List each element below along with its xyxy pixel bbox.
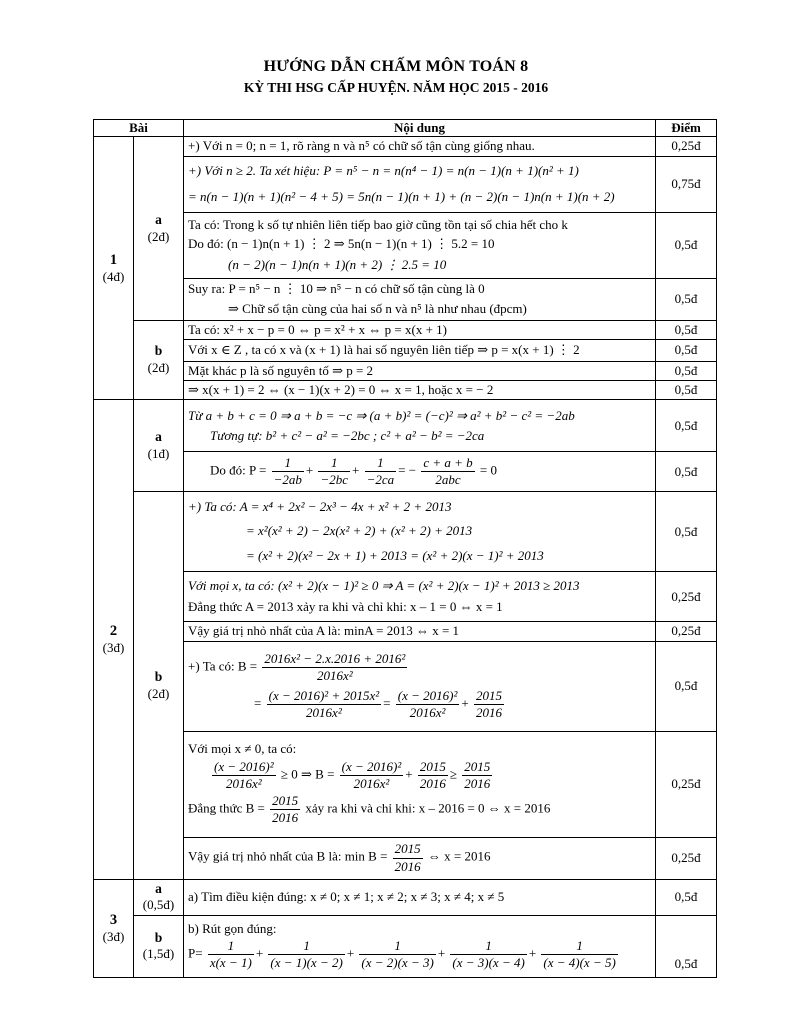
fraction bbox=[262, 651, 407, 685]
numerator: c + a + b bbox=[421, 455, 474, 472]
fraction bbox=[462, 759, 492, 793]
points-value: 0,25đ bbox=[656, 837, 717, 879]
table-row bbox=[94, 837, 717, 879]
answer-math: = x²(x² + 2) − 2x(x² + 2) + (x² + 2) + 2013 bbox=[246, 522, 473, 538]
answer-math: Do đó: P = $\frac{1}{-2ab}$ + $\frac{1}{-2bc}$ + $\frac{1}{-2ca}$ = − $\frac{c + a + b}{\text{2abc}}$ = 0 bbox=[210, 455, 498, 488]
answer-text: Ta có: x² + x − p = 0 ⇔ p = x² + x ⇔ p = x(x + 1) bbox=[188, 321, 447, 337]
answer-content bbox=[184, 278, 656, 320]
part-label: a bbox=[155, 211, 162, 227]
table-row bbox=[94, 915, 717, 977]
denominator: 2016 bbox=[272, 810, 299, 826]
denominator: (x − 2)(x − 3) bbox=[361, 955, 434, 971]
answer-content bbox=[184, 400, 656, 452]
numerator: 1 bbox=[272, 455, 304, 472]
table-row bbox=[94, 731, 717, 837]
numerator: 1 bbox=[541, 938, 617, 955]
denominator: 2abc bbox=[435, 472, 461, 488]
table-row bbox=[94, 212, 717, 278]
answer-text: Vậy giá trị nhỏ nhất của A là: minA = 2013 ⇔ x = 1 bbox=[188, 623, 460, 639]
answer-text: +) Với n = 0; n = 1, rõ ràng n và n⁵ có chữ số tận cùng giống nhau. bbox=[188, 138, 535, 154]
points-value: 0,5đ bbox=[656, 492, 717, 572]
answer-content bbox=[184, 156, 656, 212]
denominator: 2016 bbox=[394, 858, 421, 874]
fraction bbox=[318, 455, 350, 489]
col-header-content: Nội dung bbox=[184, 120, 656, 137]
answer-content bbox=[184, 837, 656, 879]
grading-table bbox=[93, 119, 717, 978]
formula-suffix: = 0 bbox=[479, 462, 498, 478]
answer-content bbox=[184, 212, 656, 278]
answer-text: ⇒ x(x + 1) = 2 ⇔ (x − 1)(x + 2) = 0 ⇔ x = 1, hoặc x = − 2 bbox=[188, 382, 494, 397]
answer-text: Với mọi x ≠ 0, ta có: bbox=[188, 741, 297, 757]
numerator: 1 bbox=[318, 455, 350, 472]
points-value: 0,75đ bbox=[656, 156, 717, 212]
answer-text: Suy ra: P = n⁵ − n ⋮ 10 ⇒ n⁵ − n có chữ số tận cùng là 0 bbox=[188, 281, 485, 297]
numerator: (x − 2016)² bbox=[396, 688, 460, 705]
numerator: 2015 bbox=[418, 759, 448, 776]
fraction bbox=[272, 455, 304, 489]
points-value: 0,25đ bbox=[656, 731, 717, 837]
formula-prefix: Do đó: P = bbox=[210, 462, 267, 478]
denominator: 2016 bbox=[464, 775, 491, 791]
fraction bbox=[421, 455, 474, 489]
formula-prefix: Đẳng thức B = bbox=[188, 800, 265, 816]
points-value: 0,5đ bbox=[656, 320, 717, 339]
answer-text: a) Tìm điều kiện đúng: x ≠ 0; x ≠ 1; x ≠ 2; x ≠ 3; x ≠ 4; x ≠ 5 bbox=[188, 888, 505, 904]
denominator: (x − 1)(x − 2) bbox=[270, 955, 343, 971]
denominator: (x − 3)(x − 4) bbox=[452, 955, 525, 971]
points-value: 0,5đ bbox=[656, 915, 717, 977]
answer-math: Với mọi x, ta có: (x² + 2)(x − 1)² ≥ 0 ⇒ A = (x² + 2)(x − 1)² + 2013 ≥ 2013 bbox=[188, 578, 580, 593]
table-row bbox=[94, 137, 717, 156]
answer-content bbox=[184, 137, 656, 156]
part-score: (1,5đ) bbox=[142, 946, 175, 962]
table-row bbox=[94, 641, 717, 731]
table-row bbox=[94, 492, 717, 572]
points-value: 0,5đ bbox=[656, 212, 717, 278]
denominator: −2bc bbox=[320, 472, 349, 488]
numerator: 1 bbox=[365, 455, 397, 472]
part-3a-cell bbox=[134, 879, 184, 915]
numerator: (x − 2016)² + 2015x² bbox=[267, 688, 382, 705]
answer-text: Đẳng thức A = 2013 xảy ra khi và chỉ khi: x – 1 = 0 ⇔ x = 1 bbox=[188, 599, 503, 615]
numerator: 1 bbox=[450, 938, 526, 955]
answer-text: Mặt khác p là số nguyên tố ⇒ p = 2 bbox=[188, 362, 374, 378]
numerator: (x − 2016)² bbox=[340, 759, 404, 776]
points-value: 0,5đ bbox=[656, 361, 717, 380]
part-score: (2đ) bbox=[147, 360, 170, 376]
answer-content bbox=[184, 381, 656, 400]
numerator: 2016x² − 2.x.2016 + 2016² bbox=[262, 651, 407, 668]
fraction bbox=[474, 688, 504, 722]
fraction bbox=[450, 938, 526, 972]
answer-math: +) Với n ≥ 2. Ta xét hiệu: P = n⁵ − n = n(n⁴ − 1) = n(n − 1)(n + 1)(n² + 1) bbox=[188, 162, 579, 178]
numerator: (x − 2016)² bbox=[212, 759, 276, 776]
denominator: x(x − 1) bbox=[209, 955, 252, 971]
answer-content bbox=[184, 622, 656, 641]
page-subtitle: KỲ THI HSG CẤP HUYỆN. NĂM HỌC 2015 - 2016 bbox=[243, 80, 549, 95]
numerator: 1 bbox=[268, 938, 344, 955]
answer-content bbox=[184, 452, 656, 492]
problem-score: (3đ) bbox=[102, 640, 125, 656]
fraction bbox=[541, 938, 617, 972]
part-label: a bbox=[155, 880, 162, 896]
table-row bbox=[94, 400, 717, 452]
part-2a-cell bbox=[134, 400, 184, 492]
numerator: 1 bbox=[208, 938, 254, 955]
fraction bbox=[393, 841, 423, 875]
denominator: 2016x² bbox=[317, 667, 353, 683]
answer-math: = (x² + 2)(x² − 2x + 1) + 2013 = (x² + 2)(x − 1)² + 2013 bbox=[246, 547, 544, 563]
fraction bbox=[359, 938, 435, 972]
numerator: 2015 bbox=[270, 793, 300, 810]
points-value: 0,25đ bbox=[656, 572, 717, 622]
formula-prefix: +) Ta có: B = bbox=[188, 658, 258, 674]
formula-middle: ≥ 0 ⇒ B = bbox=[280, 766, 335, 782]
answer-math: = $\frac{\text{(x − 2016)² + 2015x²}}{\text{2016x²}}$ = $\frac{\text{(x − 2016)²}}{\text{2016x²}}$ + $\frac{2015}{2016}$ bbox=[254, 688, 502, 721]
part-score: (0,5đ) bbox=[142, 897, 175, 913]
points-value: 0,5đ bbox=[656, 400, 717, 452]
fraction bbox=[212, 759, 276, 793]
denominator: 2016x² bbox=[409, 705, 446, 721]
table-row bbox=[94, 622, 717, 641]
col-header-points: Điểm bbox=[656, 120, 717, 137]
answer-math: (n − 2)(n − 1)n(n + 1)(n + 2) ⋮ 2.5 = 10 bbox=[228, 257, 447, 273]
answer-text: Với x ∈ Z , ta có x và (x + 1) là hai số nguyên liên tiếp ⇒ p = x(x + 1) ⋮ 2 bbox=[188, 342, 580, 358]
denominator: −2ab bbox=[273, 472, 302, 488]
answer-math: Từ a + b + c = 0 ⇒ a + b = −c ⇒ (a + b)² = (−c)² ⇒ a² + b² − c² = −2ab bbox=[188, 407, 575, 423]
denominator: 2016x² bbox=[306, 705, 342, 721]
points-value: 0,5đ bbox=[656, 452, 717, 492]
problem-number: 2 bbox=[109, 623, 118, 640]
table-row bbox=[94, 879, 717, 915]
problem-score: (4đ) bbox=[102, 269, 125, 285]
problem-3-cell bbox=[94, 879, 134, 977]
points-value: 0,25đ bbox=[656, 137, 717, 156]
denominator: (x − 4)(x − 5) bbox=[543, 955, 616, 971]
answer-text: b) Rút gọn đúng: bbox=[188, 920, 277, 936]
answer-math: Tương tự: b² + c² − a² = −2bc ; c² + a² − b² = −2ca bbox=[210, 427, 485, 443]
problem-number: 1 bbox=[109, 252, 118, 269]
formula-suffix: xảy ra khi và chỉ khi: x – 2016 = 0 ⇔ x = 2016 bbox=[305, 800, 551, 816]
problem-score: (3đ) bbox=[102, 929, 125, 944]
fraction bbox=[340, 759, 404, 793]
points-value: 0,5đ bbox=[656, 339, 717, 361]
denominator: −2ca bbox=[366, 472, 395, 488]
part-2b-cell bbox=[134, 492, 184, 879]
part-3b-cell bbox=[134, 915, 184, 977]
fraction bbox=[268, 938, 344, 972]
fraction bbox=[270, 793, 300, 827]
answer-math: $\frac{\text{(x − 2016)²}}{\text{2016x²}}$ ≥ 0 ⇒ B = $\frac{\text{(x − 2016)²}}{\text{2016x²}}$ + $\frac{2015}{2016}$ ≥ $\frac{2015}{2016}$ bbox=[214, 758, 491, 791]
part-score: (2đ) bbox=[147, 228, 170, 244]
table-row bbox=[94, 572, 717, 622]
answer-text: ⇒ Chữ số tận cùng của hai số n và n⁵ là như nhau (đpcm) bbox=[228, 300, 527, 316]
answer-content bbox=[184, 879, 656, 915]
fraction bbox=[418, 759, 448, 793]
answer-content bbox=[184, 339, 656, 361]
answer-content bbox=[184, 492, 656, 572]
part-1a-cell bbox=[134, 137, 184, 320]
table-row bbox=[94, 361, 717, 380]
problem-number: 3 bbox=[109, 911, 118, 928]
answer-math: P= $\frac{1}{x(x - 1)}$ + $\frac{1}{(x - 1)(x - 2)}$ + $\frac{1}{(x - 2)(x - 3)}$ + $\frac{1}{(x - 3)(x - 4)}$ + $\frac{1}{(x - 4)(x - 5)}$ bbox=[188, 938, 616, 971]
fraction bbox=[267, 688, 382, 722]
table-row bbox=[94, 339, 717, 361]
problem-1-cell bbox=[94, 137, 134, 400]
answer-math bbox=[188, 793, 651, 827]
denominator: 2016x² bbox=[225, 775, 262, 791]
page-title: HƯỚNG DẪN CHẤM MÔN TOÁN 8 bbox=[263, 58, 529, 75]
table-header-row bbox=[94, 120, 717, 137]
answer-content bbox=[184, 641, 656, 731]
part-label: b bbox=[154, 668, 163, 684]
table-row bbox=[94, 320, 717, 339]
col-header-bai: Bài bbox=[94, 120, 184, 137]
part-label: b bbox=[154, 929, 163, 945]
part-label: a bbox=[155, 429, 162, 445]
table-row bbox=[94, 452, 717, 492]
answer-text: Ta có: Trong k số tự nhiên liên tiếp bao giờ cũng tồn tại số chia hết cho k bbox=[188, 216, 568, 232]
points-value: 0,25đ bbox=[656, 622, 717, 641]
answer-math: Do đó: (n − 1)n(n + 1) ⋮ 2 ⇒ 5n(n − 1)(n + 1) ⋮ 5.2 = 10 bbox=[188, 235, 495, 251]
numerator: 2015 bbox=[393, 841, 423, 858]
table-row bbox=[94, 156, 717, 212]
formula-suffix: ⇔ x = 2016 bbox=[427, 848, 491, 864]
points-value: 0,5đ bbox=[656, 641, 717, 731]
part-score: (2đ) bbox=[147, 685, 170, 701]
answer-math: = n(n − 1)(n + 1)(n² − 4 + 5) = 5n(n − 1)(n + 1) + (n − 2)(n − 1)n(n + 1)(n + 2) bbox=[188, 189, 615, 204]
table-row bbox=[94, 278, 717, 320]
answer-content bbox=[184, 320, 656, 339]
problem-2-cell bbox=[94, 400, 134, 879]
numerator: 1 bbox=[359, 938, 435, 955]
denominator: 2016x² bbox=[353, 775, 390, 791]
points-value: 0,5đ bbox=[656, 879, 717, 915]
fraction bbox=[208, 938, 254, 972]
formula-prefix: Vậy giá trị nhỏ nhất của B là: min B = bbox=[188, 848, 388, 864]
fraction bbox=[396, 688, 460, 722]
numerator: 2015 bbox=[462, 759, 492, 776]
answer-math: +) Ta có: A = x⁴ + 2x² − 2x³ − 4x + x² + 2 + 2013 bbox=[188, 499, 452, 515]
answer-content bbox=[184, 361, 656, 380]
fraction bbox=[365, 455, 397, 489]
answer-math bbox=[188, 841, 651, 875]
table-row bbox=[94, 381, 717, 400]
answer-content bbox=[184, 915, 656, 977]
denominator: 2016 bbox=[419, 775, 446, 791]
part-1b-cell bbox=[134, 320, 184, 400]
formula-prefix: P= bbox=[188, 945, 203, 961]
part-score: (1đ) bbox=[147, 446, 170, 462]
answer-content bbox=[184, 572, 656, 622]
numerator: 2015 bbox=[474, 688, 504, 705]
answer-content bbox=[184, 731, 656, 837]
points-value: 0,5đ bbox=[656, 278, 717, 320]
part-label: b bbox=[154, 343, 163, 359]
points-value: 0,5đ bbox=[656, 381, 717, 400]
answer-math bbox=[188, 651, 651, 685]
denominator: 2016 bbox=[475, 705, 502, 721]
